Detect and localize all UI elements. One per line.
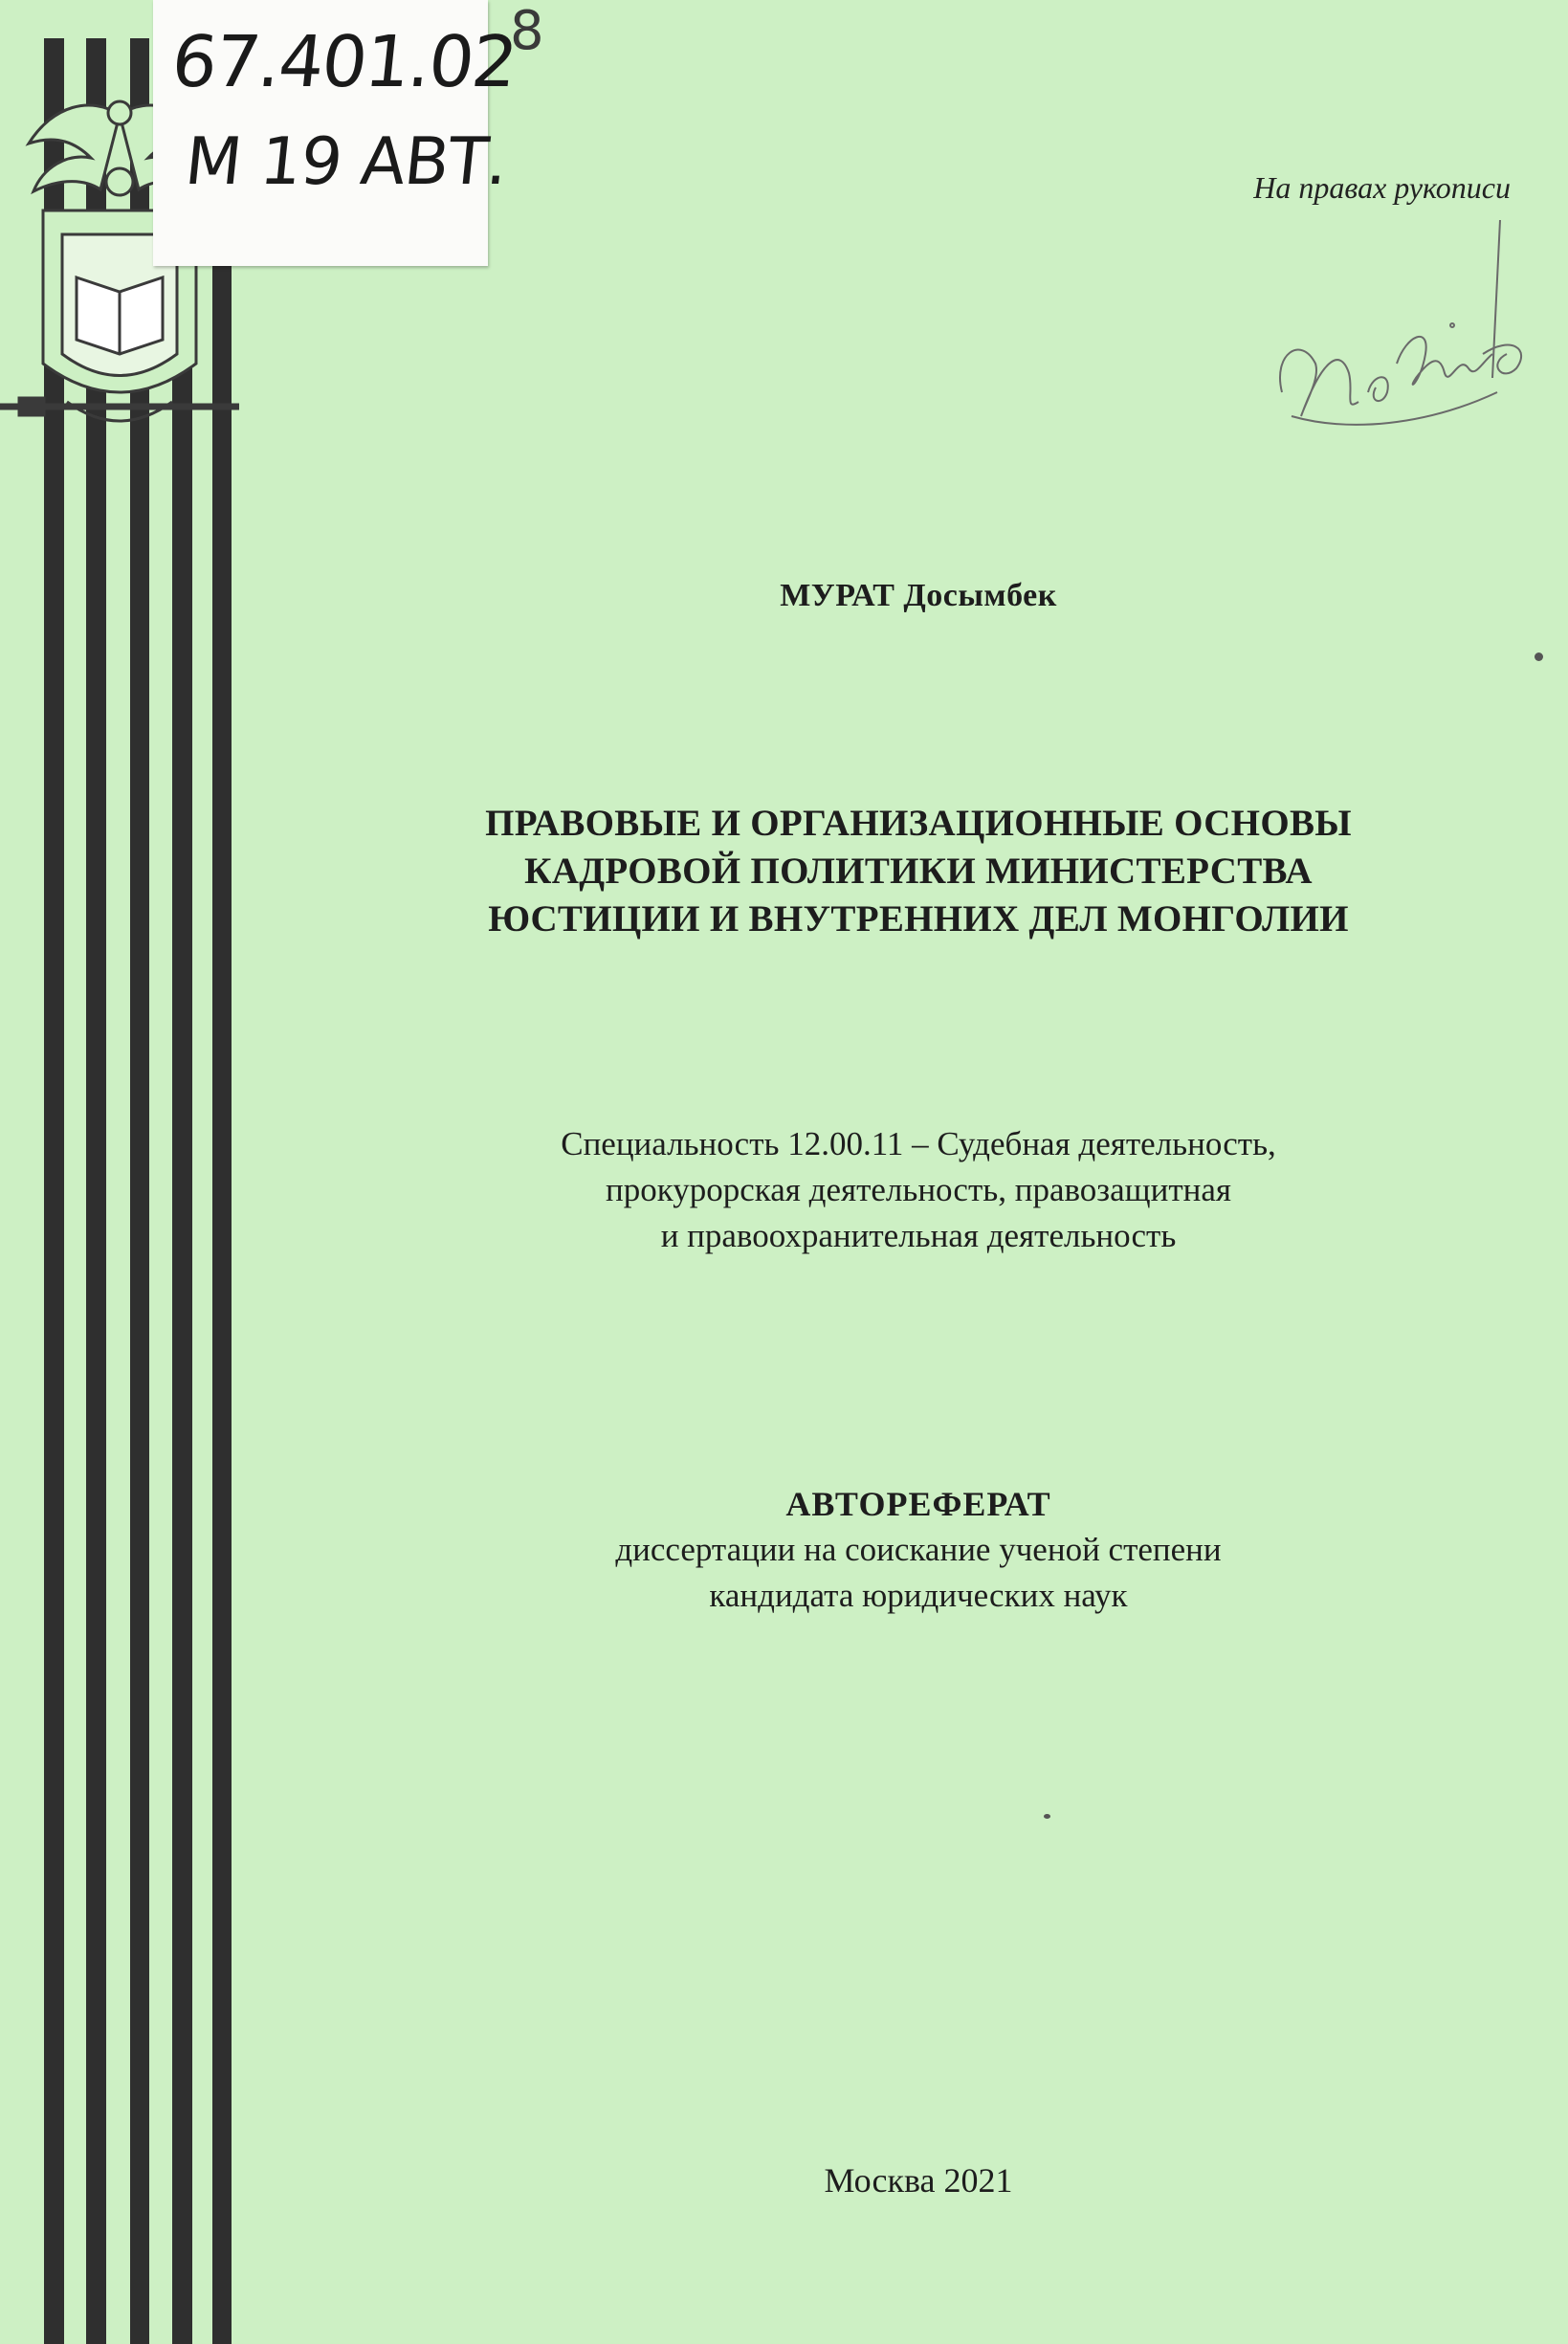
specialty-description: [335, 1121, 1502, 1259]
dissertation-title: [335, 800, 1502, 943]
paper-speck: [1535, 652, 1543, 661]
degree-line: диссертации на соискание ученой степени: [615, 1531, 1222, 1568]
specialty-line: Специальность 12.00.11 – Судебная деятельность,: [561, 1125, 1276, 1162]
degree-line: кандидата юридических наук: [709, 1577, 1128, 1614]
specialty-line: прокурорская деятельность, правозащитная: [606, 1171, 1231, 1208]
handwritten-corner-mark: 8: [510, 0, 544, 62]
title-line: ЮСТИЦИИ И ВНУТРЕННИХ ДЕЛ МОНГОЛИИ: [488, 898, 1349, 940]
author-name: МУРАТ Досымбек: [780, 578, 1057, 613]
library-call-number-label: [153, 0, 520, 266]
author-signature: [1263, 210, 1540, 478]
title-line: КАДРОВОЙ ПОЛИТИКИ МИНИСТЕРСТВА: [524, 851, 1313, 892]
abstract-block: [335, 1481, 1502, 1619]
title-line: ПРАВОВЫЕ И ОРГАНИЗАЦИОННЫЕ ОСНОВЫ: [485, 803, 1352, 844]
rights-note: На правах рукописи: [1253, 170, 1511, 205]
abstract-heading: АВТОРЕФЕРАТ: [785, 1485, 1051, 1523]
paper-speck: [1044, 1814, 1050, 1819]
city-year: Москва 2021: [824, 2161, 1013, 2200]
call-number-classification: 67.401.02: [167, 21, 520, 103]
call-number-author-mark: М 19 АВТ.: [181, 124, 511, 200]
specialty-line: и правоохранительная деятельность: [660, 1217, 1177, 1254]
